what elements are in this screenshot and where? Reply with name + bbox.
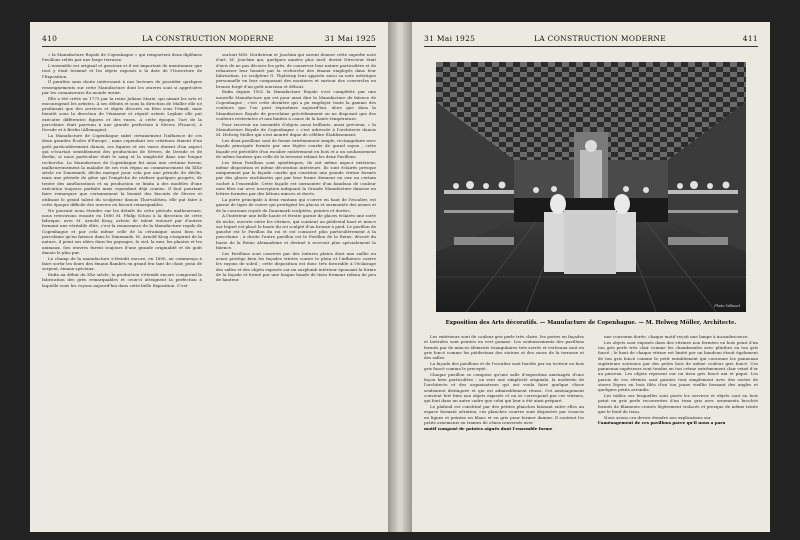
paragraph: Les extérieurs sont de couleur gris perle très claire, les portes en façades et latérales sont peintes en vert gomme. Les soubassements des pavillons formés par de minces éléments triangulaires très serrés et verticaux sont en gris foncé comme les piédestaux des statues et des vases de la terrasse et des salles. (424, 334, 584, 361)
paragraph: Pour recevoir un ensemble d'objets aussi brillants, aussi précieux, « la Manufacture Royale de Copenhague » s'est adressée à l'architecte danois M. Helweg Moller qui s'est montré digne de célèbre Établissement. (216, 121, 376, 138)
exhibition-photo (436, 62, 746, 312)
paragraph: Il paraîtra sans doute intéressant à nos lecteurs de posséder quelques renseignements sur cette Manufacture dont les œuvres sont si appréciées par les connaisseurs du monde entier. (42, 79, 202, 95)
paragraph: Nous avons cru devoir étendre nos explications sur (604, 414, 711, 420)
right-column-1 (424, 334, 584, 524)
paragraph: L'ensemble est original et gracieux et il est important de mentionner que tout y était terminé et les objets exposés à la date de l'Ouverture de l'Exposition. (42, 62, 202, 79)
paragraph: une couronne dorée, chaque motif reçoit une lampe à incandescence. (604, 334, 749, 339)
paragraph: Ne pouvant nous étendre sur les détails de cette période malheureuse, nous retrouvons ensuite en 1880 M. Philip Schou à la direction de cette fabrique, avec M. Arnold Krog, artiste de talent entouré par d'autres formant une véritable élite, c'est la renaissance de la Manufacture royale de Copenhague et par cela même celle de la céramique aussi bien en porcelaine qu'en faïence dans le Danemark. M. Arnold Krog s'inspirait de la nature, il peint ses idées dans les paysages, le ciel, la mer, les plantes et les animaux. Ses œuvres furent toujours d'une grande originalité et du goût danois le plus pur. (42, 207, 202, 255)
page-number: 411 (742, 34, 758, 43)
paragraph: Les deux pavillons sont de forme extrêmement simple, rectangulaire avec façade principale formée par une légère courbe de grand rayon ; cette façade est précédée d'un escalier entièrement en bois et a un soubassement de même hauteur que celle de la terrasse reliant les deux Pavillons. (216, 137, 376, 159)
photo-caption: Exposition des Arts décoratifs. — Manufacture de Copenhague. — M. Helweg Möller, Architecte. (445, 320, 737, 326)
paragraph: A l'intérieur une belle haute et étroite garnie de glaces éclairés une sorte de niche, ouverte entre les vitrines, qui contient un piédestal haut et mince sur lequel est placé le buste du roi sculpté d'un bronze à pied. Le pavillon de gauche est le Pavillon du roi et est consacré plus particulièrement à la porcelaine ; à droite l'autre pavillon est le Pavillon de la Reine, décoré du buste de la Reine Alexandrine et destiné à recevoir plus spécialement la faïence. (216, 213, 376, 251)
paragraph: Le champ de la manufacture s'étendit encore, en 1890, on commença à faire sortir les fours des émaux flambés en grand feu tant de chair, peau de serpent, émaux spéciaux. (42, 255, 202, 272)
left-column-1 (42, 52, 202, 522)
header-rule (424, 46, 758, 47)
paragraph: Enfin au début du XXe siècle, la production s'étendit encore comprend la fabrication des grès remarquables et ceux-ci atteignent la perfection à laquelle vous les voyons aujourd'hui dans cette belle Exposition. C'est (42, 271, 202, 288)
journal-title: LA CONSTRUCTION MODERNE (142, 34, 275, 43)
paragraph: « la Manufacture Royale de Copenhague » qui remportent deux diplômes Pavillons reliés par une large terrasse. (42, 52, 202, 63)
photo-credit: Photo Vallanet (714, 304, 740, 308)
bold-line: motif composé de pointes aiguës dont l'ensemble forme (424, 425, 553, 431)
paragraph: La porte principale à deux vantaux qui s'ouvre en haut de l'escalier, est garnie de tiges de cuivre qui protègent les glaces et surmontée des armes et de la couronne royale de Danemark sculptées, peintes et dorées. (216, 196, 376, 213)
right-page (412, 22, 770, 532)
paragraph: Enfin depuis 1902 la Manufacture Royale s'est complétée par une nouvelle Manufacture qui est pour ainsi dire la Manufacture de faïence de Copenhague ; c'est cette dernière qui a pu employer toute la gamme des couleurs que l'on peut reproduire aujourd'hui, alors que dans la Manufacture Royale de porcelaine précédemment on ne disposait que des couleurs restreintes et aux limites à cause de la haute température. (216, 89, 376, 121)
journal-title: LA CONSTRUCTION MODERNE (534, 34, 667, 43)
paragraph: La façade des pavillons et de l'escalier sont bordés par un trottoir en bois gris foncé comme le precepté. (424, 360, 584, 372)
paragraph: Elle a été créée en 1775 par la reine Juliane Marie, qui aimait les arts et encourageait les artistes. A ses débuts et sous la direction de Muller elle ne produisait que des services et objets décorés en bleu sous l'émail, mais bientôt sous la direction de l'éminent et réputé artiste Leplaie elle put exécuter différentes figures et des vases. A cette époque, l'art de la porcelaine était parvenu à une grande perfection à Sèvres (France), à Dresde et à Berlin (Allemagne). (42, 95, 202, 133)
pavilion-interior-image (436, 62, 746, 312)
paragraph: La Manufacture de Copenhague subit certainement l'influence de ces deux grandes Écoles d'Europe ; mais cependant ses créations étaient d'un goût particulièrement danois, ses figures et ses vases étaient d'un aspect qui s'écartait sensiblement des productions de Sèvres, de Dresde et de Berlin, si nous particulier était le sang et la simplicité dans une longue recherche. La Manufacture de Copenhague fut ainsi une certaine faveur, malheureusement la maladie de ses rois régna au commencement du XIXe siècle en Danemark, déclin marqué pour cela par une période de déclin, mais une période de gêne qui l'empêcha de réaliser quelques progrès, de tenter des améliorations et sa production se limita à des modèles d'une exécution toujours parfaite mais cependant déjà connus. Il faut pourtant faire remarquer que certainement la beauté des biscuits de Sèvres et utilisant le grand talent du sculpteur danois Thorvaldsen, elle put faire à cette époque difficile des œuvres en biscuit remarquables. (42, 133, 202, 207)
paragraph: surtout MM. Nordstrom et Joachim qui surent donner cette superbe note d'art. M. Joachim qui, quelques années plus tard, devint Directeur était d'avis de ne pas décorer les grès, de conserver leur nature particulière et de rehausser leur beauté par la recherche des émaux employés dans leur fabrication. Le sculpteur G. Thylstrup leur apporta aussi sa note artistique personnelle en leur composant des montures et surtout des couvercles en bronze forgé d'un goût nouveau et délicat. (216, 52, 376, 89)
page-number: 410 (42, 34, 58, 43)
bold-line: l'aménagement de ces pavillons parce qu'il nous a paru (598, 420, 726, 426)
paragraph: Chaque pavillon se compose qu'une salle d'exposition aménagée d'une façon bien particulière : on sent une simplicité originale, la modestie de l'architecte et des organisateurs qui ont voulu faire quelque chose seulement distinguée et qui est admirablement réussi. Cet aménagement convient fort bien aux objets exposés et on se correspond par ces vitrines, qui font dans un autre cadre que celui qui leur a été ainsi préparé. (424, 371, 584, 404)
paragraph: Les objets sont exposés dans des vitrines non fermées en bois peint d'un ton gris perle très clair comme les chambranles avec plinthes en ton gris foncé ; le haut de chaque vitrine est limité par un bandeau étroit également de ton gris foncé comme le petit entablement qui couronne les panneaux supérieurs soutenus par des petits bois de même couleur gris foncé. Ces panneaux supérieurs sont tendus en ton crème extrêmement clair veiné d'or au pinceau. Les objets reposent sur un tissu gris foncé uni et piqué. Les parois de ces vitrines sont garnies tout simplement avec des sortes de stores légers en bois filés d'un ton jaune vieillie formant des angles et quelques petits arrondis. (598, 339, 758, 393)
right-column-2 (598, 334, 758, 524)
left-column-2 (216, 52, 376, 522)
paragraph: Les Pavillons sont couverts par des toitures plates dont une saillie en avant protège bien les façades vitrées contre le plein et l'influence contre les rayons de soleil ; cette disposition est donc très favorable à l'éclairage des salles et des objets exposés car un surplomb intérieur épousant la forme de la façade et formé par une longue bande de tissu formant rideau de peu de hauteur. (216, 250, 376, 283)
right-header (424, 34, 758, 44)
left-header (42, 34, 376, 44)
page-date: 31 Mai 1925 (424, 34, 476, 43)
paragraph: Les tables sur lesquelles sont posés les services et objets sont en bois peint en gris perle recouvertes d'un tissu gris avec ornements brochés formés de filaments croisés légèrement violacés et presque de même teinte que le fond du tissu. (598, 393, 758, 414)
header-rule (42, 46, 376, 47)
paragraph: Les deux Pavillons sont symétriques, ils ont même aspect extérieur, même disposition et même décoration intérieure. Ils sont éclairés presque uniquement par la façade courbe qui constitue une grande vitrine formée par des glaces enchâssées qui par leur forme donnent en eux un certain cachet à l'ensemble. Cette façade est surmontée d'un bandeau de couleur unie bleu sur avec inscription indiquant la Grande Manufacture danoise en lettres formées par des bâtons minces et dorés. (216, 159, 376, 197)
paragraph: Le plafond est constitué par des petites planches laissant entre elles un espace formant aération, ces planches courtes sont disposées par rosaces en lignes et peintes en blanc et en gris pour former damier. Il soutient les petits ornements en trames de cônes renversés avec (424, 404, 584, 425)
book-gutter (388, 22, 412, 532)
left-page (30, 22, 388, 532)
page-date: 31 Mai 1925 (324, 34, 376, 43)
